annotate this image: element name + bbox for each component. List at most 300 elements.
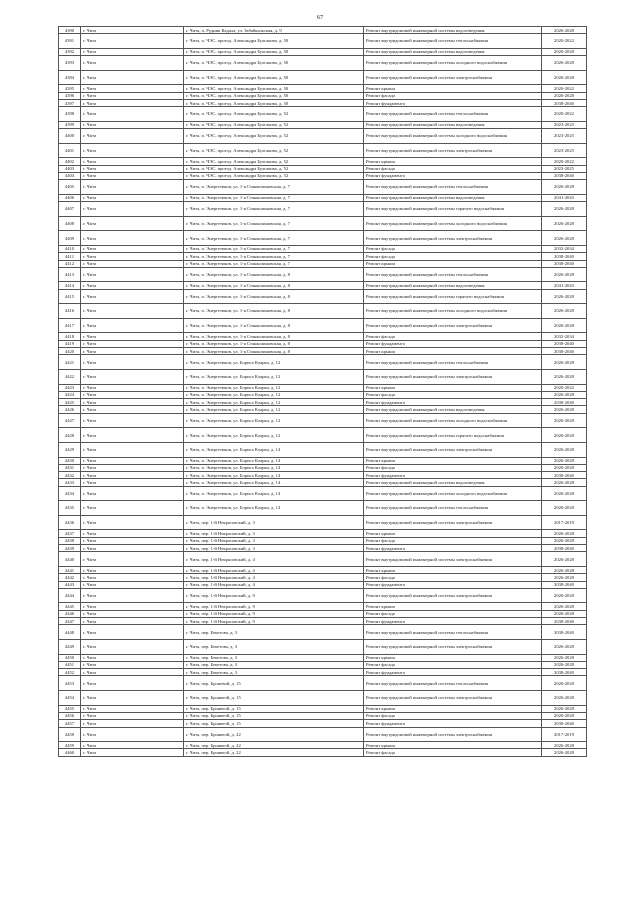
address-cell: г. Чита, п. ЧЭС, проезд. Александра Булгакова, д. 50 (184, 85, 364, 92)
address-cell: г. Чита, пер. Бекетова, д. 3 (184, 669, 364, 676)
work-type-cell: Ремонт крыши (364, 742, 542, 749)
city-cell: г. Чита (81, 669, 184, 676)
row-number-cell: 4411 (59, 253, 81, 260)
row-number-cell: 4399 (59, 121, 81, 128)
table-row (59, 588, 587, 603)
table-row (59, 245, 587, 252)
work-type-cell: Ремонт внутридомовой инженерной системы теплоснабжения (364, 107, 542, 122)
table-row (59, 530, 587, 537)
work-type-cell: Ремонт фасада (364, 712, 542, 719)
table-row (59, 720, 587, 727)
row-number-cell: 4438 (59, 537, 81, 544)
table-row (59, 304, 587, 319)
work-type-cell: Ремонт внутридомовой инженерной системы электроснабжения (364, 727, 542, 742)
work-type-cell: Ремонт внутридомовой инженерной системы электроснабжения (364, 231, 542, 246)
period-cell: 2023-2025 (542, 143, 587, 158)
row-number-cell: 4427 (59, 413, 81, 428)
city-cell: г. Чита (81, 479, 184, 486)
period-cell: 2038-2040 (542, 348, 587, 355)
city-cell: г. Чита (81, 99, 184, 106)
period-cell: 2026-2028 (542, 56, 587, 71)
city-cell: г. Чита (81, 720, 184, 727)
city-cell: г. Чита (81, 464, 184, 471)
city-cell: г. Чита (81, 180, 184, 195)
work-type-cell: Ремонт фасада (364, 92, 542, 99)
table-row (59, 661, 587, 668)
table-row (59, 413, 587, 428)
row-number-cell: 4452 (59, 669, 81, 676)
work-type-cell: Ремонт крыши (364, 603, 542, 610)
address-cell: г. Чита, пер. Бронвеой, д. 22 (184, 749, 364, 756)
period-cell: 2026-2028 (542, 661, 587, 668)
table-row (59, 92, 587, 99)
row-number-cell: 4456 (59, 712, 81, 719)
city-cell: г. Чита (81, 676, 184, 691)
work-type-cell: Ремонт внутридомовой инженерной системы электроснабжения (364, 588, 542, 603)
city-cell: г. Чита (81, 515, 184, 530)
period-cell: 2017-2019 (542, 515, 587, 530)
period-cell: 2026-2028 (542, 318, 587, 333)
table-row (59, 260, 587, 267)
table-row (59, 216, 587, 231)
table-row (59, 537, 587, 544)
address-cell: г. Чита, пер. Бронвеой, д. 22 (184, 742, 364, 749)
address-cell: г. Чита, п. Энергетиков, ул. 1-я Станколиновская, д. 7 (184, 180, 364, 195)
address-cell: г. Чита, пер. Бекетова, д. 3 (184, 639, 364, 654)
work-type-cell: Ремонт фундамента (364, 340, 542, 347)
city-cell: г. Чита (81, 537, 184, 544)
period-cell: 2026-2028 (542, 391, 587, 398)
address-cell: г. Чита, пер. Бекетова, д. 3 (184, 625, 364, 640)
work-type-cell: Ремонт внутридомовой инженерной системы теплоснабжения (364, 34, 542, 49)
table-row (59, 85, 587, 92)
row-number-cell: 4443 (59, 581, 81, 588)
table-row (59, 676, 587, 691)
table-row (59, 158, 587, 165)
period-cell: 2026-2028 (542, 574, 587, 581)
work-type-cell: Ремонт внутридомовой инженерной системы теплоснабжения (364, 501, 542, 516)
address-cell: г. Чита, п. ЧЭС, проезд. Александра Булгакова, д. 50 (184, 56, 364, 71)
city-cell: г. Чита (81, 216, 184, 231)
period-cell: 2026-2028 (542, 180, 587, 195)
period-cell: 2020-2022 (542, 384, 587, 391)
period-cell: 2026-2028 (542, 27, 587, 34)
row-number-cell: 4425 (59, 399, 81, 406)
period-cell: 2026-2028 (542, 442, 587, 457)
work-type-cell: Ремонт внутридомовой инженерной системы теплоснабжения (364, 625, 542, 640)
address-cell: г. Чита, п. Энергетиков, ул. Бориса Кларка, д. 12 (184, 413, 364, 428)
period-cell: 2026-2028 (542, 749, 587, 756)
city-cell: г. Чита (81, 107, 184, 122)
work-type-cell: Ремонт фасада (364, 610, 542, 617)
row-number-cell: 4450 (59, 654, 81, 661)
city-cell: г. Чита (81, 165, 184, 172)
period-cell: 2038-2040 (542, 625, 587, 640)
row-number-cell: 4410 (59, 245, 81, 252)
city-cell: г. Чита (81, 399, 184, 406)
work-type-cell: Ремонт внутридомовой инженерной системы электроснабжения (364, 318, 542, 333)
period-cell: 2038-2040 (542, 253, 587, 260)
row-number-cell: 4432 (59, 472, 81, 479)
work-type-cell: Ремонт фасада (364, 464, 542, 471)
work-type-cell: Ремонт внутридомовой инженерной системы теплоснабжения (364, 180, 542, 195)
city-cell: г. Чита (81, 581, 184, 588)
address-cell: г. Чита, пер. 1-й Некрасовский, д. 9 (184, 603, 364, 610)
address-cell: г. Чита, п. Энергетиков, ул. 1-я Станколиновская, д. 7 (184, 216, 364, 231)
period-cell: 2026-2028 (542, 603, 587, 610)
period-cell: 2026-2028 (542, 231, 587, 246)
table-row (59, 369, 587, 384)
city-cell: г. Чита (81, 282, 184, 289)
row-number-cell: 4423 (59, 384, 81, 391)
row-number-cell: 4439 (59, 545, 81, 552)
row-number-cell: 4441 (59, 566, 81, 573)
work-type-cell: Ремонт фасада (364, 253, 542, 260)
table-row (59, 231, 587, 246)
city-cell: г. Чита (81, 158, 184, 165)
period-cell: 2026-2028 (542, 712, 587, 719)
work-type-cell: Ремонт внутридомовой инженерной системы холодного водоснабжения (364, 413, 542, 428)
work-type-cell: Ремонт крыши (364, 457, 542, 464)
address-cell: г. Чита, п. Энергетиков, ул. Бориса Кларка, д. 12 (184, 399, 364, 406)
city-cell: г. Чита (81, 260, 184, 267)
address-cell: г. Чита, п. Рудник Кадала, ул. Забайкальская, д. 9 (184, 27, 364, 34)
address-cell: г. Чита, п. Энергетиков, ул. Бориса Кларка, д. 12 (184, 384, 364, 391)
row-number-cell: 4442 (59, 574, 81, 581)
address-cell: г. Чита, п. ЧЭС, проезд. Александра Булгакова, д. 52 (184, 121, 364, 128)
table-row (59, 472, 587, 479)
period-cell: 2023-2025 (542, 121, 587, 128)
table-row (59, 464, 587, 471)
address-cell: г. Чита, пер. 1-й Некрасовский, д. 9 (184, 610, 364, 617)
work-type-cell: Ремонт внутридомовой инженерной системы холодного водоснабжения (364, 304, 542, 319)
period-cell: 2026-2028 (542, 406, 587, 413)
city-cell: г. Чита (81, 333, 184, 340)
work-type-cell: Ремонт внутридомовой инженерной системы водоотведения (364, 121, 542, 128)
work-type-cell: Ремонт внутридомовой инженерной системы теплоснабжения (364, 676, 542, 691)
work-type-cell: Ремонт фундамента (364, 545, 542, 552)
period-cell: 2026-2028 (542, 639, 587, 654)
work-type-cell: Ремонт фасада (364, 391, 542, 398)
work-type-cell: Ремонт фасада (364, 661, 542, 668)
row-number-cell: 4428 (59, 428, 81, 443)
work-type-cell: Ремонт фундамента (364, 618, 542, 625)
table-row (59, 552, 587, 567)
city-cell: г. Чита (81, 85, 184, 92)
city-cell: г. Чита (81, 661, 184, 668)
period-cell: 2023-2025 (542, 129, 587, 144)
address-cell: г. Чита, п. Энергетиков, ул. 1-я Станколиновская, д. 7 (184, 231, 364, 246)
row-number-cell: 4417 (59, 318, 81, 333)
row-number-cell: 4437 (59, 530, 81, 537)
row-number-cell: 4409 (59, 231, 81, 246)
work-type-cell: Ремонт фасада (364, 165, 542, 172)
address-cell: г. Чита, пер. 1-й Некрасовский, д. 4 (184, 581, 364, 588)
period-cell: 2023-2025 (542, 165, 587, 172)
table-row (59, 27, 587, 34)
address-cell: г. Чита, пер. Бронвеой, д. 15 (184, 691, 364, 706)
city-cell: г. Чита (81, 413, 184, 428)
table-row (59, 712, 587, 719)
address-cell: г. Чита, пер. Бронвеой, д. 15 (184, 712, 364, 719)
work-type-cell: Ремонт крыши (364, 530, 542, 537)
period-cell: 2038-2040 (542, 669, 587, 676)
table-row (59, 705, 587, 712)
row-number-cell: 4451 (59, 661, 81, 668)
city-cell: г. Чита (81, 267, 184, 282)
city-cell: г. Чита (81, 391, 184, 398)
table-row (59, 318, 587, 333)
address-cell: г. Чита, п. Энергетиков, ул. 1-я Станколиновская, д. 7 (184, 245, 364, 252)
row-number-cell: 4448 (59, 625, 81, 640)
table-row (59, 267, 587, 282)
city-cell: г. Чита (81, 245, 184, 252)
address-cell: г. Чита, п. Энергетиков, ул. 1-я Станколиновская, д. 8 (184, 267, 364, 282)
table-row (59, 442, 587, 457)
city-cell: г. Чита (81, 530, 184, 537)
address-cell: г. Чита, пер. Бронвеой, д. 15 (184, 720, 364, 727)
table-row (59, 406, 587, 413)
table-row (59, 566, 587, 573)
work-type-cell: Ремонт фасада (364, 245, 542, 252)
period-cell: 2026-2028 (542, 742, 587, 749)
work-type-cell: Ремонт фундамента (364, 669, 542, 676)
address-cell: г. Чита, пер. Бронвеой, д. 15 (184, 705, 364, 712)
work-type-cell: Ремонт крыши (364, 85, 542, 92)
work-type-cell: Ремонт внутридомовой инженерной системы горячего водоснабжения (364, 289, 542, 304)
row-number-cell: 4459 (59, 742, 81, 749)
work-type-cell: Ремонт внутридомовой инженерной системы теплоснабжения (364, 355, 542, 370)
city-cell: г. Чита (81, 56, 184, 71)
work-type-cell: Ремонт фундамента (364, 472, 542, 479)
table-row (59, 289, 587, 304)
work-type-cell: Ремонт фундамента (364, 720, 542, 727)
city-cell: г. Чита (81, 712, 184, 719)
table-row (59, 48, 587, 55)
period-cell: 2026-2028 (542, 304, 587, 319)
work-type-cell: Ремонт крыши (364, 384, 542, 391)
city-cell: г. Чита (81, 70, 184, 85)
city-cell: г. Чита (81, 545, 184, 552)
city-cell: г. Чита (81, 442, 184, 457)
period-cell: 2026-2028 (542, 202, 587, 217)
row-number-cell: 4433 (59, 479, 81, 486)
table-row (59, 625, 587, 640)
row-number-cell: 4412 (59, 260, 81, 267)
row-number-cell: 4446 (59, 610, 81, 617)
address-cell: г. Чита, п. Энергетиков, ул. Бориса Кларка, д. 14 (184, 464, 364, 471)
city-cell: г. Чита (81, 749, 184, 756)
city-cell: г. Чита (81, 428, 184, 443)
period-cell: 2026-2028 (542, 566, 587, 573)
city-cell: г. Чита (81, 202, 184, 217)
period-cell: 2020-2022 (542, 107, 587, 122)
row-number-cell: 4430 (59, 457, 81, 464)
row-number-cell: 4396 (59, 92, 81, 99)
period-cell: 2026-2028 (542, 216, 587, 231)
period-cell: 2026-2028 (542, 457, 587, 464)
row-number-cell: 4414 (59, 282, 81, 289)
period-cell: 2026-2028 (542, 428, 587, 443)
address-cell: г. Чита, п. Энергетиков, ул. Бориса Кларка, д. 12 (184, 406, 364, 413)
city-cell: г. Чита (81, 348, 184, 355)
city-cell: г. Чита (81, 566, 184, 573)
table-row (59, 545, 587, 552)
address-cell: г. Чита, пер. 1-й Некрасовский, д. 9 (184, 588, 364, 603)
city-cell: г. Чита (81, 457, 184, 464)
row-number-cell: 4421 (59, 355, 81, 370)
address-cell: г. Чита, п. Энергетиков, ул. 1-я Станколиновская, д. 8 (184, 340, 364, 347)
period-cell: 2026-2028 (542, 501, 587, 516)
period-cell: 2026-2028 (542, 289, 587, 304)
work-type-cell: Ремонт крыши (364, 654, 542, 661)
city-cell: г. Чита (81, 129, 184, 144)
period-cell: 2038-2040 (542, 172, 587, 179)
work-type-cell: Ремонт внутридомовой инженерной системы электроснабжения (364, 143, 542, 158)
address-cell: г. Чита, п. ЧЭС, проезд. Александра Булгакова, д. 52 (184, 143, 364, 158)
row-number-cell: 4390 (59, 27, 81, 34)
city-cell: г. Чита (81, 231, 184, 246)
city-cell: г. Чита (81, 194, 184, 201)
period-cell: 2038-2040 (542, 99, 587, 106)
row-number-cell: 4415 (59, 289, 81, 304)
work-type-cell: Ремонт внутридомовой инженерной системы водоотведения (364, 27, 542, 34)
city-cell: г. Чита (81, 501, 184, 516)
table-row (59, 749, 587, 756)
table-row (59, 34, 587, 49)
table-row (59, 515, 587, 530)
address-cell: г. Чита, п. Энергетиков, ул. Бориса Кларка, д. 14 (184, 472, 364, 479)
work-type-cell: Ремонт внутридомовой инженерной системы водоотведения (364, 406, 542, 413)
table-row (59, 384, 587, 391)
period-cell: 2026-2028 (542, 92, 587, 99)
city-cell: г. Чита (81, 552, 184, 567)
table-row (59, 618, 587, 625)
repair-schedule-rows (59, 27, 587, 757)
table-row (59, 165, 587, 172)
table-row (59, 654, 587, 661)
city-cell: г. Чита (81, 574, 184, 581)
table-row (59, 610, 587, 617)
work-type-cell: Ремонт внутридомовой инженерной системы электроснабжения (364, 442, 542, 457)
row-number-cell: 4440 (59, 552, 81, 567)
row-number-cell: 4395 (59, 85, 81, 92)
table-row (59, 172, 587, 179)
table-row (59, 574, 587, 581)
city-cell: г. Чита (81, 625, 184, 640)
period-cell: 2041-2043 (542, 194, 587, 201)
work-type-cell: Ремонт внутридомовой инженерной системы водоотведения (364, 282, 542, 289)
work-type-cell: Ремонт фасада (364, 749, 542, 756)
city-cell: г. Чита (81, 654, 184, 661)
period-cell: 2020-2022 (542, 158, 587, 165)
address-cell: г. Чита, пер. 1-й Некрасовский, д. 3 (184, 530, 364, 537)
address-cell: г. Чита, п. ЧЭС, проезд. Александра Булгакова, д. 52 (184, 165, 364, 172)
address-cell: г. Чита, пер. Броневой, д. 15 (184, 676, 364, 691)
period-cell: 2020-2022 (542, 34, 587, 49)
row-number-cell: 4447 (59, 618, 81, 625)
table-row (59, 282, 587, 289)
period-cell: 2038-2040 (542, 545, 587, 552)
city-cell: г. Чита (81, 603, 184, 610)
period-cell: 2038-2040 (542, 260, 587, 267)
period-cell: 2026-2028 (542, 70, 587, 85)
repair-schedule-table (58, 26, 587, 757)
period-cell: 2026-2028 (542, 486, 587, 501)
row-number-cell: 4436 (59, 515, 81, 530)
row-number-cell: 4435 (59, 501, 81, 516)
table-row (59, 355, 587, 370)
city-cell: г. Чита (81, 742, 184, 749)
table-row (59, 581, 587, 588)
period-cell: 2026-2028 (542, 479, 587, 486)
city-cell: г. Чита (81, 727, 184, 742)
work-type-cell: Ремонт внутридомовой инженерной системы электроснабжения (364, 639, 542, 654)
address-cell: г. Чита, пер. 1-й Некрасовский, д. 4 (184, 566, 364, 573)
address-cell: г. Чита, пер. 1-й Некрасовский, д. 3 (184, 545, 364, 552)
period-cell: 2038-2040 (542, 472, 587, 479)
city-cell: г. Чита (81, 121, 184, 128)
table-row (59, 202, 587, 217)
address-cell: г. Чита, п. Энергетиков, ул. 1-я Станколиновская, д. 7 (184, 194, 364, 201)
work-type-cell: Ремонт внутридомовой инженерной системы холодного водоснабжения (364, 56, 542, 71)
work-type-cell: Ремонт фундамента (364, 172, 542, 179)
city-cell: г. Чита (81, 253, 184, 260)
period-cell: 2017-2019 (542, 727, 587, 742)
row-number-cell: 4429 (59, 442, 81, 457)
table-row (59, 428, 587, 443)
page-number: 67 (316, 14, 324, 21)
period-cell: 2032-2034 (542, 333, 587, 340)
row-number-cell: 4391 (59, 34, 81, 49)
work-type-cell: Ремонт фундамента (364, 399, 542, 406)
city-cell: г. Чита (81, 34, 184, 49)
work-type-cell: Ремонт внутридомовой инженерной системы холодного водоснабжения (364, 129, 542, 144)
address-cell: г. Чита, п. ЧЭС, проезд. Александра Булгакова, д. 52 (184, 107, 364, 122)
row-number-cell: 4424 (59, 391, 81, 398)
address-cell: г. Чита, п. Энергетиков, ул. 1-я Станколиновская, д. 8 (184, 282, 364, 289)
address-cell: г. Чита, пер. 1-й Некрасовский, д. 9 (184, 618, 364, 625)
city-cell: г. Чита (81, 486, 184, 501)
city-cell: г. Чита (81, 304, 184, 319)
address-cell: г. Чита, пер. Бекетова, д. 3 (184, 661, 364, 668)
table-row (59, 194, 587, 201)
work-type-cell: Ремонт внутридомовой инженерной системы водоотведения (364, 48, 542, 55)
table-row (59, 391, 587, 398)
table-row (59, 486, 587, 501)
row-number-cell: 4453 (59, 676, 81, 691)
city-cell: г. Чита (81, 318, 184, 333)
address-cell: г. Чита, п. Энергетиков, ул. Бориса Кларка, д. 12 (184, 369, 364, 384)
city-cell: г. Чита (81, 705, 184, 712)
city-cell: г. Чита (81, 691, 184, 706)
row-number-cell: 4413 (59, 267, 81, 282)
table-row (59, 70, 587, 85)
period-cell: 2038-2040 (542, 399, 587, 406)
row-number-cell: 4445 (59, 603, 81, 610)
address-cell: г. Чита, п. Энергетиков, ул. 1-я Станколиновская, д. 8 (184, 348, 364, 355)
row-number-cell: 4397 (59, 99, 81, 106)
address-cell: г. Чита, п. ЧЭС, проезд. Александра Булгакова, д. 52 (184, 158, 364, 165)
city-cell: г. Чита (81, 48, 184, 55)
city-cell: г. Чита (81, 384, 184, 391)
table-row (59, 727, 587, 742)
table-row (59, 501, 587, 516)
work-type-cell: Ремонт внутридомовой инженерной системы электроснабжения (364, 70, 542, 85)
address-cell: г. Чита, пер. Бронвеой, д. 22 (184, 727, 364, 742)
period-cell: 2038-2040 (542, 340, 587, 347)
city-cell: г. Чита (81, 472, 184, 479)
